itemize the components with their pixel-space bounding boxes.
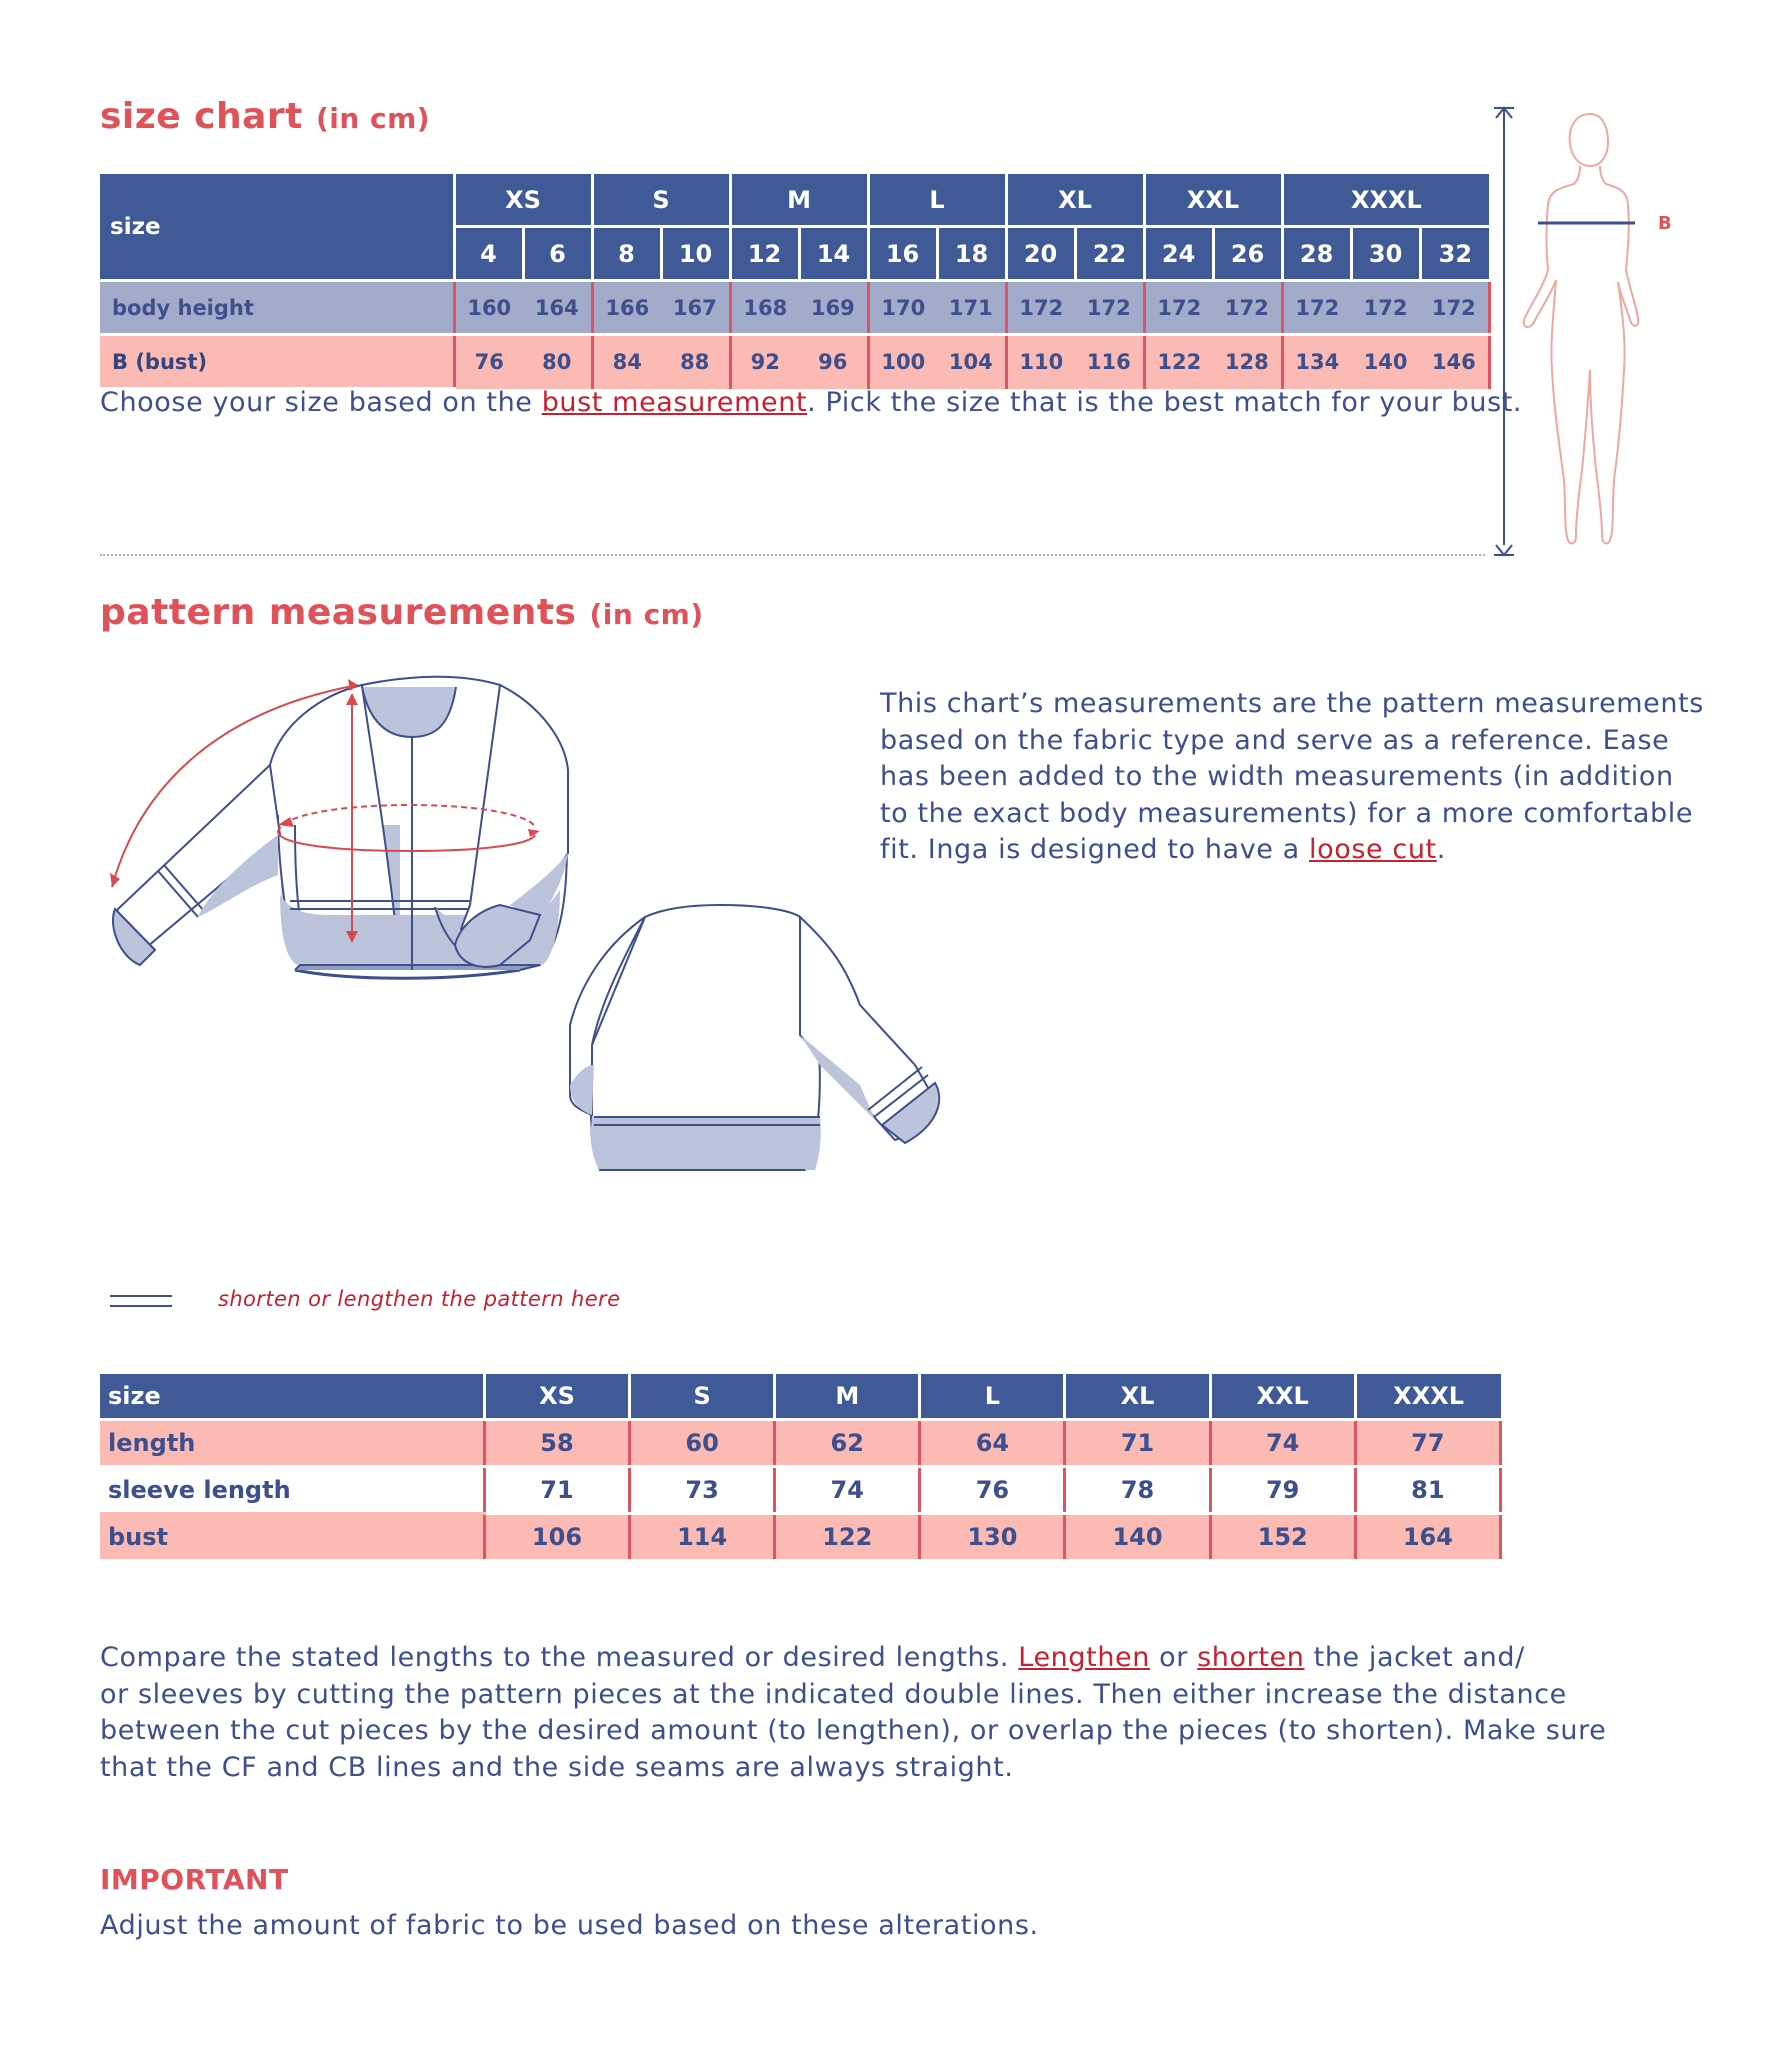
body-height-cell: 172 xyxy=(1282,281,1351,335)
bust-cell: 80 xyxy=(523,335,592,389)
compare-line: that the CF and CB lines and the side seams are always straight. xyxy=(100,1751,1014,1783)
pattern-title-text: pattern measurements xyxy=(100,592,577,633)
body-height-cell: 168 xyxy=(730,281,799,335)
table-cell: 71 xyxy=(484,1467,629,1514)
numeric-size: 12 xyxy=(730,227,799,281)
jacket-front-icon xyxy=(110,677,568,979)
table-cell: 74 xyxy=(1210,1420,1355,1467)
lengthen-link[interactable]: Lengthen xyxy=(1018,1642,1150,1673)
bust-cell: 134 xyxy=(1282,335,1351,389)
jacket-illustration xyxy=(100,665,1030,1205)
numeric-size: 4 xyxy=(454,227,523,281)
table-cell: 152 xyxy=(1210,1514,1355,1561)
pattern-desc-end: . xyxy=(1436,834,1446,865)
size-note-text: Choose your size based on the xyxy=(100,387,542,418)
pattern-size-s: S xyxy=(630,1374,775,1420)
pattern-desc-line: has been added to the width measurements (in addition xyxy=(880,761,1674,792)
pattern-size-xxxl: XXXL xyxy=(1355,1374,1500,1420)
size-group-m: M xyxy=(730,174,868,227)
bust-label-text: (bust) xyxy=(135,349,208,374)
body-height-cell: 169 xyxy=(799,281,868,335)
size-group-s: S xyxy=(592,174,730,227)
table-cell: 73 xyxy=(630,1467,775,1514)
body-height-cell: 172 xyxy=(1420,281,1489,335)
table-cell: 106 xyxy=(484,1514,629,1561)
jacket-back-icon xyxy=(570,905,939,1170)
size-note-text-end: . Pick the size that is the best match for your bust. xyxy=(807,387,1523,418)
pattern-size-m: M xyxy=(775,1374,920,1420)
numeric-size: 24 xyxy=(1144,227,1213,281)
size-group-xxxl: XXXL xyxy=(1282,174,1489,227)
numeric-size: 8 xyxy=(592,227,661,281)
table-cell: 58 xyxy=(484,1420,629,1467)
table-cell: 78 xyxy=(1065,1467,1210,1514)
body-figure-illustration xyxy=(1490,100,1680,565)
numeric-size: 20 xyxy=(1006,227,1075,281)
table-cell: 62 xyxy=(775,1420,920,1467)
numeric-size: 16 xyxy=(868,227,937,281)
body-height-cell: 167 xyxy=(661,281,730,335)
size-chart-title xyxy=(100,96,430,137)
size-group-xs: XS xyxy=(454,174,592,227)
bust-cell: 104 xyxy=(937,335,1006,389)
legend-text: shorten or lengthen the pattern here xyxy=(218,1287,621,1311)
body-height-cell: 170 xyxy=(868,281,937,335)
important-heading: IMPORTANT xyxy=(100,1863,289,1896)
pattern-size-header: size xyxy=(100,1374,484,1420)
body-height-cell: 172 xyxy=(1075,281,1144,335)
size-header-label: size xyxy=(100,174,454,281)
bust-cell: 128 xyxy=(1213,335,1282,389)
body-height-label: body height xyxy=(100,281,454,335)
body-height-cell: 172 xyxy=(1006,281,1075,335)
pattern-desc-line: based on the fabric type and serve as a reference. Ease xyxy=(880,724,1670,756)
size-note xyxy=(100,385,1522,422)
numeric-size: 14 xyxy=(799,227,868,281)
size-chart-unit: (in cm) xyxy=(315,102,431,135)
numeric-size: 6 xyxy=(523,227,592,281)
numeric-size: 32 xyxy=(1420,227,1489,281)
bust-label xyxy=(100,335,454,389)
bust-cell: 100 xyxy=(868,335,937,389)
sleeve-length-label: sleeve length xyxy=(100,1467,484,1514)
bust-cell: 146 xyxy=(1420,335,1489,389)
height-arrow-icon xyxy=(1494,108,1514,555)
table-cell: 77 xyxy=(1355,1420,1500,1467)
numeric-size: 10 xyxy=(661,227,730,281)
pattern-size-xs: XS xyxy=(484,1374,629,1420)
table-cell: 122 xyxy=(775,1514,920,1561)
pattern-measurements-table xyxy=(100,1374,1502,1562)
bust-cell: 96 xyxy=(799,335,868,389)
bust-cell: 116 xyxy=(1075,335,1144,389)
table-cell: 164 xyxy=(1355,1514,1500,1561)
sleeve-length-row xyxy=(100,1467,1501,1514)
bust-label-b: B xyxy=(112,349,129,374)
compare-text: Compare the stated lengths to the measured or desired lengths. xyxy=(100,1642,1019,1673)
numeric-size: 22 xyxy=(1075,227,1144,281)
size-group-xl: XL xyxy=(1006,174,1144,227)
body-height-cell: 172 xyxy=(1144,281,1213,335)
section-divider xyxy=(100,554,1485,556)
numeric-size: 28 xyxy=(1282,227,1351,281)
woman-figure-icon xyxy=(1524,114,1639,543)
bust-pattern-label: bust xyxy=(100,1514,484,1561)
body-height-cell: 172 xyxy=(1213,281,1282,335)
pattern-desc-line: This chart’s measurements are the pattern measurements xyxy=(880,688,1704,719)
table-cell: 114 xyxy=(630,1514,775,1561)
bust-cell: 140 xyxy=(1351,335,1420,389)
compare-line: between the cut pieces by the desired amount (to lengthen), or overlap the pieces (to shorten). Make sure xyxy=(100,1715,1607,1746)
table-cell: 81 xyxy=(1355,1467,1500,1514)
numeric-size: 30 xyxy=(1351,227,1420,281)
figure-bust-label: B xyxy=(1658,213,1672,234)
compare-line xyxy=(100,1640,1606,1677)
loose-cut-link[interactable]: loose cut xyxy=(1309,834,1437,865)
body-height-cell: 164 xyxy=(523,281,592,335)
size-group-xxl: XXL xyxy=(1144,174,1282,227)
bust-cell: 110 xyxy=(1006,335,1075,389)
body-height-cell: 172 xyxy=(1351,281,1420,335)
length-row xyxy=(100,1420,1501,1467)
bust-cell: 92 xyxy=(730,335,799,389)
body-height-cell: 171 xyxy=(937,281,1006,335)
pattern-size-l: L xyxy=(920,1374,1065,1420)
bust-row xyxy=(100,335,1489,389)
table-cell: 130 xyxy=(920,1514,1065,1561)
numeric-size: 26 xyxy=(1213,227,1282,281)
table-cell: 71 xyxy=(1065,1420,1210,1467)
table-cell: 79 xyxy=(1210,1467,1355,1514)
double-line-icon xyxy=(110,1291,174,1313)
important-text: Adjust the amount of fabric to be used based on these alterations. xyxy=(100,1910,1039,1941)
size-group-l: L xyxy=(868,174,1006,227)
table-cell: 140 xyxy=(1065,1514,1210,1561)
body-height-cell: 160 xyxy=(454,281,523,335)
pattern-size-xxl: XXL xyxy=(1210,1374,1355,1420)
pattern-title xyxy=(100,592,704,633)
pattern-size-xl: XL xyxy=(1065,1374,1210,1420)
pattern-unit: (in cm) xyxy=(589,598,704,631)
pattern-desc-line: to the exact body measurements) for a more comfortable xyxy=(880,797,1694,829)
bust-measurement-link[interactable]: bust measurement xyxy=(541,387,808,418)
compare-paragraph xyxy=(100,1640,1606,1786)
size-chart-title-text: size chart xyxy=(100,96,303,137)
bust-cell: 88 xyxy=(661,335,730,389)
length-label: length xyxy=(100,1420,484,1467)
body-height-cell: 166 xyxy=(592,281,661,335)
bust-cell: 76 xyxy=(454,335,523,389)
bust-pattern-row xyxy=(100,1514,1501,1561)
numeric-size: 18 xyxy=(937,227,1006,281)
compare-line: or sleeves by cutting the pattern pieces at the indicated double lines. Then either increase the distance xyxy=(100,1678,1567,1710)
body-height-row xyxy=(100,281,1489,335)
size-chart-table xyxy=(100,174,1491,390)
compare-text-end: the jacket and/ xyxy=(1304,1642,1525,1673)
bust-cell: 84 xyxy=(592,335,661,389)
bust-cell: 122 xyxy=(1144,335,1213,389)
table-cell: 76 xyxy=(920,1467,1065,1514)
compare-text-or: or xyxy=(1149,1642,1198,1673)
shorten-link[interactable]: shorten xyxy=(1197,1642,1305,1673)
table-cell: 74 xyxy=(775,1467,920,1514)
pattern-desc-text: fit. Inga is designed to have a xyxy=(880,834,1309,865)
table-cell: 60 xyxy=(630,1420,775,1467)
table-cell: 64 xyxy=(920,1420,1065,1467)
